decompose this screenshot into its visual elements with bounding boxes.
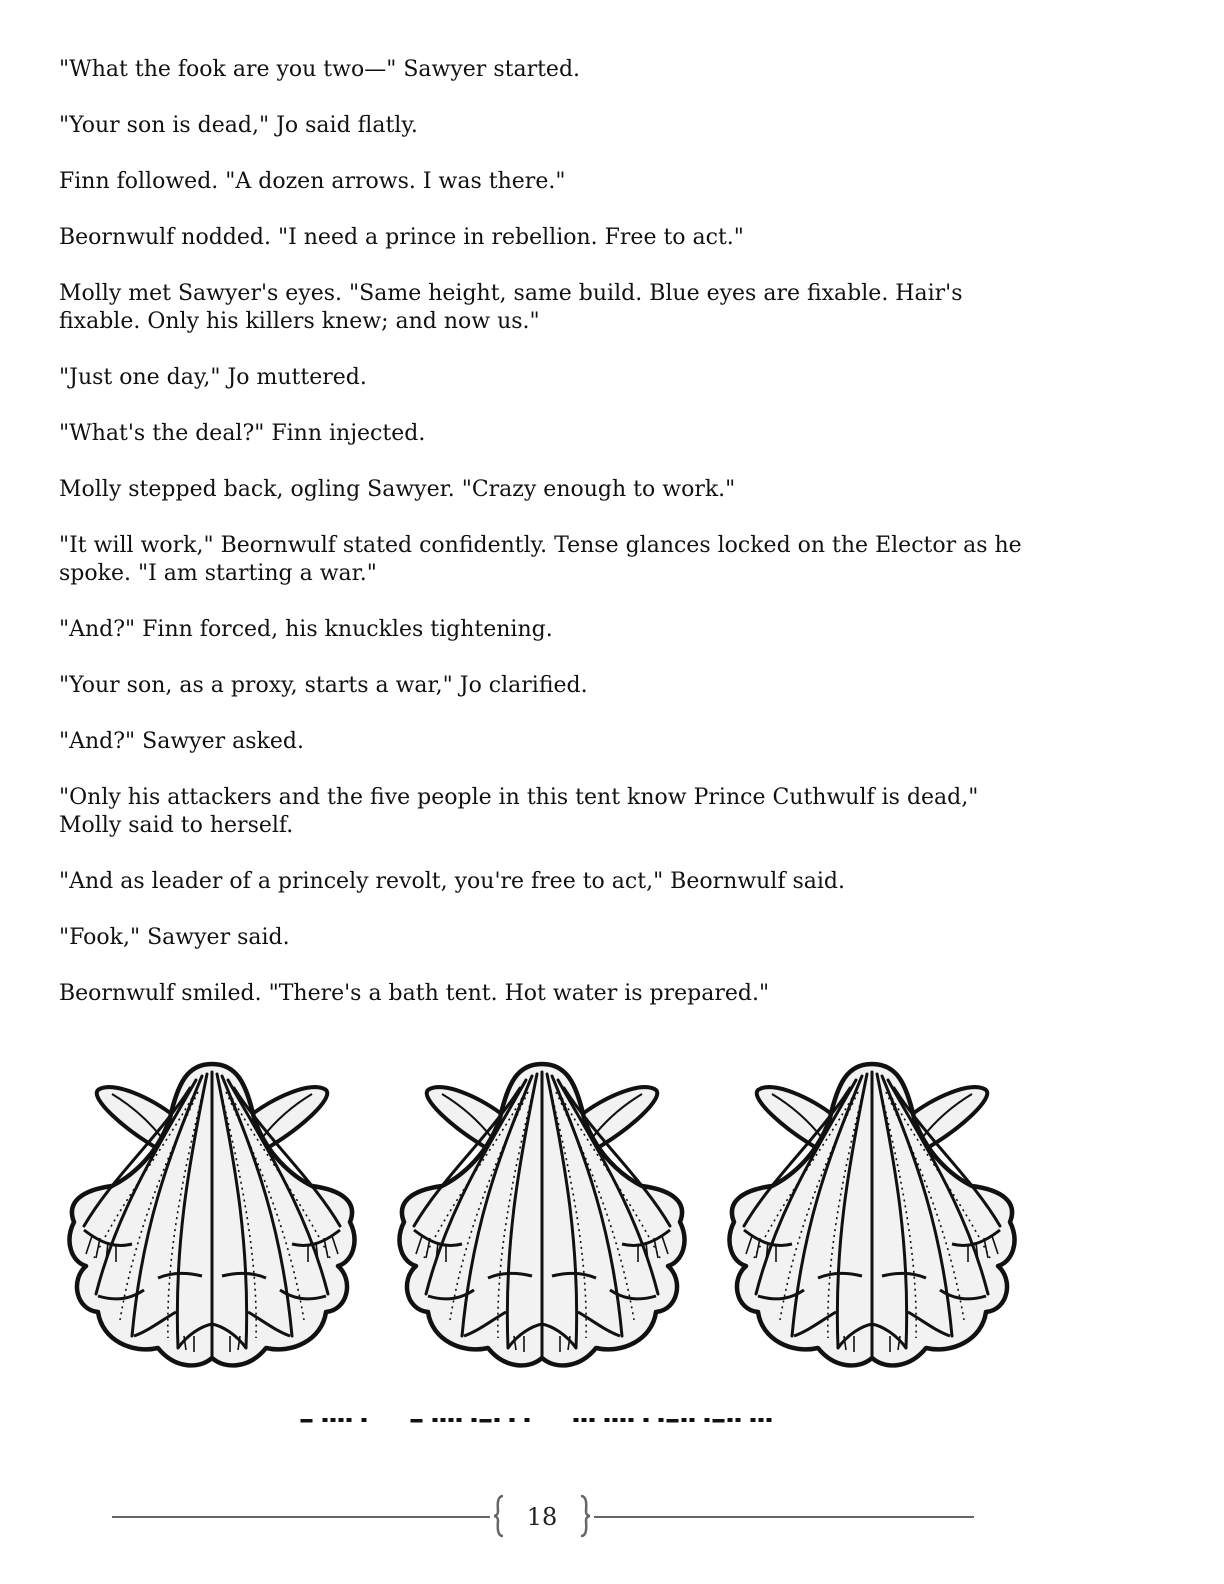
morse-dot xyxy=(441,1418,446,1422)
paragraph: "Just one day," Jo muttered. xyxy=(59,365,367,390)
morse-dot xyxy=(582,1418,587,1422)
morse-dot xyxy=(728,1418,733,1422)
scallop-shell-icon xyxy=(62,1058,362,1374)
right-bracket-icon xyxy=(578,1494,592,1538)
scallop-shell-ornament xyxy=(62,1058,1022,1378)
morse-dot xyxy=(767,1418,772,1422)
morse-dot xyxy=(510,1418,515,1422)
morse-dot xyxy=(605,1418,610,1422)
morse-dot xyxy=(331,1418,336,1422)
morse-dot xyxy=(613,1418,618,1422)
morse-dot xyxy=(449,1418,454,1422)
morse-dash xyxy=(713,1419,725,1423)
morse-dash xyxy=(301,1419,313,1423)
morse-dot xyxy=(457,1418,462,1422)
morse-dot xyxy=(621,1418,626,1422)
footer-rule-left xyxy=(112,1516,490,1518)
morse-dot xyxy=(736,1418,741,1422)
morse-dot xyxy=(682,1418,687,1422)
morse-dot xyxy=(759,1418,764,1422)
morse-dot xyxy=(690,1418,695,1422)
morse-dot xyxy=(629,1418,634,1422)
paragraph: Beornwulf smiled. "There's a bath tent. Hot water is prepared." xyxy=(59,981,770,1006)
morse-dot xyxy=(495,1418,500,1422)
paragraph: "Only his attackers and the five people in this tent know Prince Cuthwulf is dead," Molly said to herself. xyxy=(59,785,979,838)
morse-dot xyxy=(590,1418,595,1422)
morse-dash xyxy=(411,1419,423,1423)
morse-code-line xyxy=(0,1402,1224,1432)
paragraph: Molly met Sawyer's eyes. "Same height, same build. Blue eyes are fixable. Hair's fixable. Only his killers knew; and now us." xyxy=(59,281,963,334)
morse-dot xyxy=(362,1418,367,1422)
morse-dot xyxy=(472,1418,477,1422)
morse-dot xyxy=(339,1418,344,1422)
morse-dot xyxy=(525,1418,530,1422)
morse-dot xyxy=(659,1418,664,1422)
page-number: 18 xyxy=(526,1503,558,1531)
scallop-shell-icon xyxy=(722,1058,1022,1374)
paragraph: "What the fook are you two—" Sawyer started. xyxy=(59,57,581,82)
morse-dot xyxy=(644,1418,649,1422)
scallop-shell-icon xyxy=(392,1058,692,1374)
morse-dash xyxy=(480,1419,492,1423)
paragraph: Finn followed. "A dozen arrows. I was there." xyxy=(59,169,566,194)
paragraph: Molly stepped back, ogling Sawyer. "Crazy enough to work." xyxy=(59,477,736,502)
morse-dot xyxy=(347,1418,352,1422)
morse-dash xyxy=(667,1419,679,1423)
chapter-text xyxy=(59,56,1059,1036)
paragraph: "Your son, as a proxy, starts a war," Jo clarified. xyxy=(59,673,588,698)
paragraph: "And?" Finn forced, his knuckles tightening. xyxy=(59,617,553,642)
paragraph: "What's the deal?" Finn injected. xyxy=(59,421,426,446)
morse-dot xyxy=(323,1418,328,1422)
morse-dot xyxy=(574,1418,579,1422)
paragraph: "Your son is dead," Jo said flatly. xyxy=(59,113,418,138)
footer-rule-right xyxy=(594,1516,974,1518)
morse-dot xyxy=(433,1418,438,1422)
morse-dot xyxy=(751,1418,756,1422)
paragraph: "And as leader of a princely revolt, you're free to act," Beornwulf said. xyxy=(59,869,845,894)
paragraph: "And?" Sawyer asked. xyxy=(59,729,304,754)
paragraph: "It will work," Beornwulf stated confidently. Tense glances locked on the Elector as he spoke. "I am starting a war." xyxy=(59,533,1022,586)
paragraph: Beornwulf nodded. "I need a prince in rebellion. Free to act." xyxy=(59,225,744,250)
morse-dot xyxy=(705,1418,710,1422)
page-footer xyxy=(0,1490,1224,1546)
paragraph: "Fook," Sawyer said. xyxy=(59,925,290,950)
